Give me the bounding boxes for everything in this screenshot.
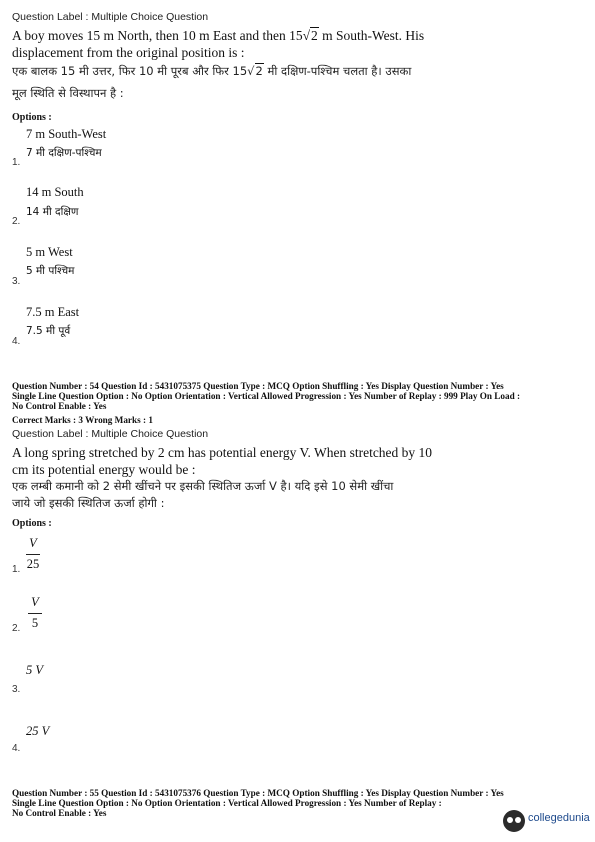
question-text-en-line1: A long spring stretched by 2 cm has potential energy V. When stretched by 10 bbox=[12, 445, 433, 460]
fraction-denominator: 25 bbox=[26, 557, 40, 571]
question-text-hi-line1: एक लम्बी कमानी को 2 सेमी खींचने पर इसकी स्थितिज ऊर्जा V है। यदि इसे 10 सेमी खींचा bbox=[12, 479, 394, 493]
option-2-hi: 14 मी दक्षिण bbox=[26, 206, 79, 218]
fraction-denominator: 5 bbox=[31, 616, 39, 630]
question-meta-line3: No Control Enable : Yes bbox=[12, 401, 107, 411]
option-2-en: 14 m South bbox=[26, 185, 84, 199]
option-3-number: 3. bbox=[12, 276, 21, 287]
option-4-number: 4. bbox=[12, 336, 21, 347]
question-text-en-line2: displacement from the original position is : bbox=[12, 45, 245, 60]
question-text-hi-line2: मूल स्थिति से विस्थापन है : bbox=[12, 86, 124, 100]
option-1-number: 1. bbox=[12, 157, 21, 168]
question-text-hi-line2: जाये जो इसकी स्थितिज ऊर्जा होगी : bbox=[12, 496, 165, 510]
question-meta-line2: Single Line Question Option : No Option Orientation : Vertical Allowed Progression : Yes Number of Replay : bbox=[12, 798, 442, 808]
question-meta-line1: Question Number : 55 Question Id : 5431075376 Question Type : MCQ Option Shuffling : Yes Display Question Number : Yes bbox=[12, 788, 504, 798]
fraction-numerator: V bbox=[29, 536, 37, 550]
question-meta-line2: Single Line Question Option : No Option Orientation : Vertical Allowed Progression : Yes Number of Replay : 999 Play On Load : bbox=[12, 391, 521, 401]
option-4-en: 7.5 m East bbox=[26, 305, 80, 319]
sqrt-symbol: √2 bbox=[302, 28, 318, 43]
option-3-value: 5 V bbox=[26, 663, 44, 677]
option-3-en: 5 m West bbox=[26, 245, 73, 259]
sqrt-symbol: √2 bbox=[247, 64, 263, 78]
options-heading: Options : bbox=[12, 112, 52, 123]
fraction-numerator: V bbox=[31, 595, 39, 609]
option-1-fraction bbox=[26, 534, 40, 572]
logo-text: collegedunia bbox=[528, 812, 590, 824]
question-text-hi-line1: एक बालक 15 मी उत्तर, फिर 10 मी पूरब और फिर 15√2 मी दक्षिण-पश्चिम चलता है। उसका bbox=[12, 64, 412, 78]
question-meta-line1: Question Number : 54 Question Id : 5431075375 Question Type : MCQ Option Shuffling : Yes Display Question Number : Yes bbox=[12, 381, 504, 391]
option-1-en: 7 m South-West bbox=[26, 127, 107, 141]
collegedunia-logo-icon bbox=[503, 810, 525, 832]
option-3-hi: 5 मी पश्चिम bbox=[26, 265, 75, 277]
option-1-number: 1. bbox=[12, 564, 21, 575]
option-1-hi: 7 मी दक्षिण-पश्चिम bbox=[26, 147, 102, 159]
question-marks: Correct Marks : 3 Wrong Marks : 1 bbox=[12, 415, 153, 425]
option-2-fraction bbox=[28, 593, 42, 631]
option-4-hi: 7.5 मी पूर्व bbox=[26, 325, 71, 337]
option-4-value: 25 V bbox=[26, 724, 50, 738]
options-heading: Options : bbox=[12, 518, 52, 529]
option-2-number: 2. bbox=[12, 623, 21, 634]
fraction-bar bbox=[28, 613, 42, 614]
question-label: Question Label : Multiple Choice Question bbox=[12, 428, 209, 440]
collegedunia-logo bbox=[503, 810, 591, 836]
option-4-number: 4. bbox=[12, 743, 21, 754]
question-label: Question Label : Multiple Choice Question bbox=[12, 11, 209, 23]
question-meta-line3: No Control Enable : Yes bbox=[12, 808, 107, 818]
option-2-number: 2. bbox=[12, 216, 21, 227]
option-3-number: 3. bbox=[12, 684, 21, 695]
question-text-en-line2: cm its potential energy would be : bbox=[12, 462, 196, 477]
question-text-en-line1: A boy moves 15 m North, then 10 m East and then 15√2 m South-West. His bbox=[12, 28, 425, 43]
fraction-bar bbox=[26, 554, 40, 555]
